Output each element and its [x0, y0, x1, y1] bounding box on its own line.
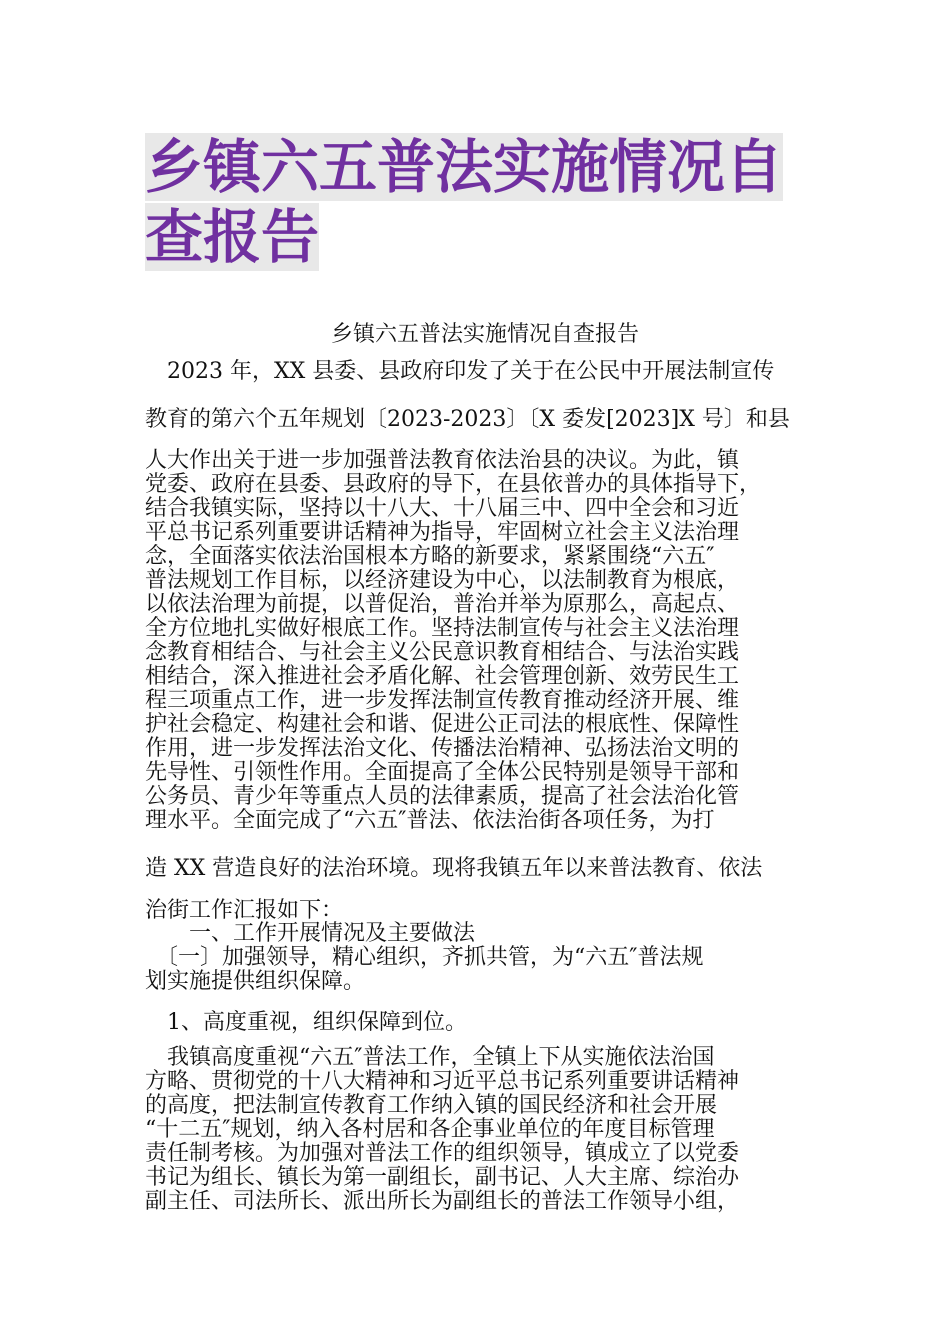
paragraph-line: “十二五″规划，纳入各村居和各企事业单位的年度目标管理 [145, 1117, 715, 1142]
paragraph-line: 公务员、青少年等重点人员的法律素质，提高了社会法治化管 [145, 784, 740, 809]
document-title [145, 132, 815, 272]
document-subtitle: 乡镇六五普法实施情况自查报告 [330, 322, 639, 347]
paragraph-line: 副主任、司法所长、派出所长为副组长的普法工作领导小组， [145, 1189, 740, 1214]
paragraph-line: 以依法治理为前提，以普促治，普治并举为原那么，高起点、 [145, 592, 740, 617]
paragraph-line: 念，全面落实依法治国根本方略的新要求，紧紧围绕“六五″ [145, 544, 715, 569]
paragraph-block [145, 1046, 825, 1214]
paragraph-line: 普法规划工作目标，以经济建设为中心，以法制教育为根底， [145, 568, 740, 593]
paragraph-line: 方略、贯彻党的十八大精神和习近平总书记系列重要讲话精神 [145, 1069, 740, 1094]
paragraph-line: 相结合，深入推进社会矛盾化解、社会管理创新、效劳民生工 [145, 664, 740, 689]
paragraph-line: 治街工作汇报如下： [145, 898, 344, 923]
paragraph-line: 结合我镇实际，坚持以十八大、十八届三中、四中全会和习近 [145, 496, 740, 521]
paragraph-line: 责任制考核。为加强对普法工作的组织领导，镇成立了以党委 [145, 1141, 740, 1166]
section-heading: 一、工作开展情况及主要做法 [145, 921, 476, 946]
subsection-heading-line: 划实施提供组织保障。 [145, 969, 366, 994]
paragraph-line: 程三项重点工作，进一步发挥法制宣传教育推动经济开展、维 [145, 688, 740, 713]
subsection-heading [145, 946, 825, 994]
paragraph-line: 教育的第六个五年规划〔2023-2023〕〔X 委发[2023]X 号〕和县 [145, 407, 790, 432]
paragraph-line: 作用，进一步发挥法治文化、传播法治精神、弘扬法治文明的 [145, 736, 740, 761]
paragraph-line: 念教育相结合、与社会主义公民意识教育相结合、与法治实践 [145, 640, 740, 665]
paragraph-line: 先导性、引领性作用。全面提高了全体公民特别是领导干部和 [145, 760, 740, 785]
paragraph-line: 平总书记系列重要讲话精神为指导，牢固树立社会主义法治理 [145, 520, 740, 545]
paragraph-line: 我镇高度重视“六五″普法工作，全镇上下从实施依法治国 [145, 1045, 715, 1070]
point-heading: 1、高度重视，组织保障到位。 [145, 1010, 467, 1035]
document-title-line-2: 查报告 [145, 203, 320, 271]
document-title-line-1: 乡镇六五普法实施情况自 [145, 133, 784, 201]
paragraph-line: 书记为组长、镇长为第一副组长，副书记、人大主席、综治办 [145, 1165, 740, 1190]
paragraph-block [145, 449, 825, 833]
paragraph-line: 党委、政府在县委、县政府的导下，在县依普办的具体指导下， [145, 472, 762, 497]
paragraph-line: 的高度，把法制宣传教育工作纳入镇的国民经济和社会开展 [145, 1093, 718, 1118]
paragraph-line: 人大作出关于进一步加强普法教育依法治县的决议。为此，镇 [145, 448, 740, 473]
paragraph-line: 全方位地扎实做好根底工作。坚持法制宣传与社会主义法治理 [145, 616, 740, 641]
subsection-heading-line: 〔一〕加强领导，精心组织，齐抓共管，为“六五″普法规 [145, 945, 704, 970]
paragraph-line: 2023 年，XX 县委、县政府印发了关于在公民中开展法制宣传 [145, 359, 775, 384]
paragraph-line: 护社会稳定、构建社会和谐、促进公正司法的根底性、保障性 [145, 712, 740, 737]
paragraph-line: 理水平。全面完成了“六五″普法、依法治街各项任务，为打 [145, 808, 715, 833]
paragraph-line: 造 XX 营造良好的法治环境。现将我镇五年以来普法教育、依法 [145, 856, 763, 881]
